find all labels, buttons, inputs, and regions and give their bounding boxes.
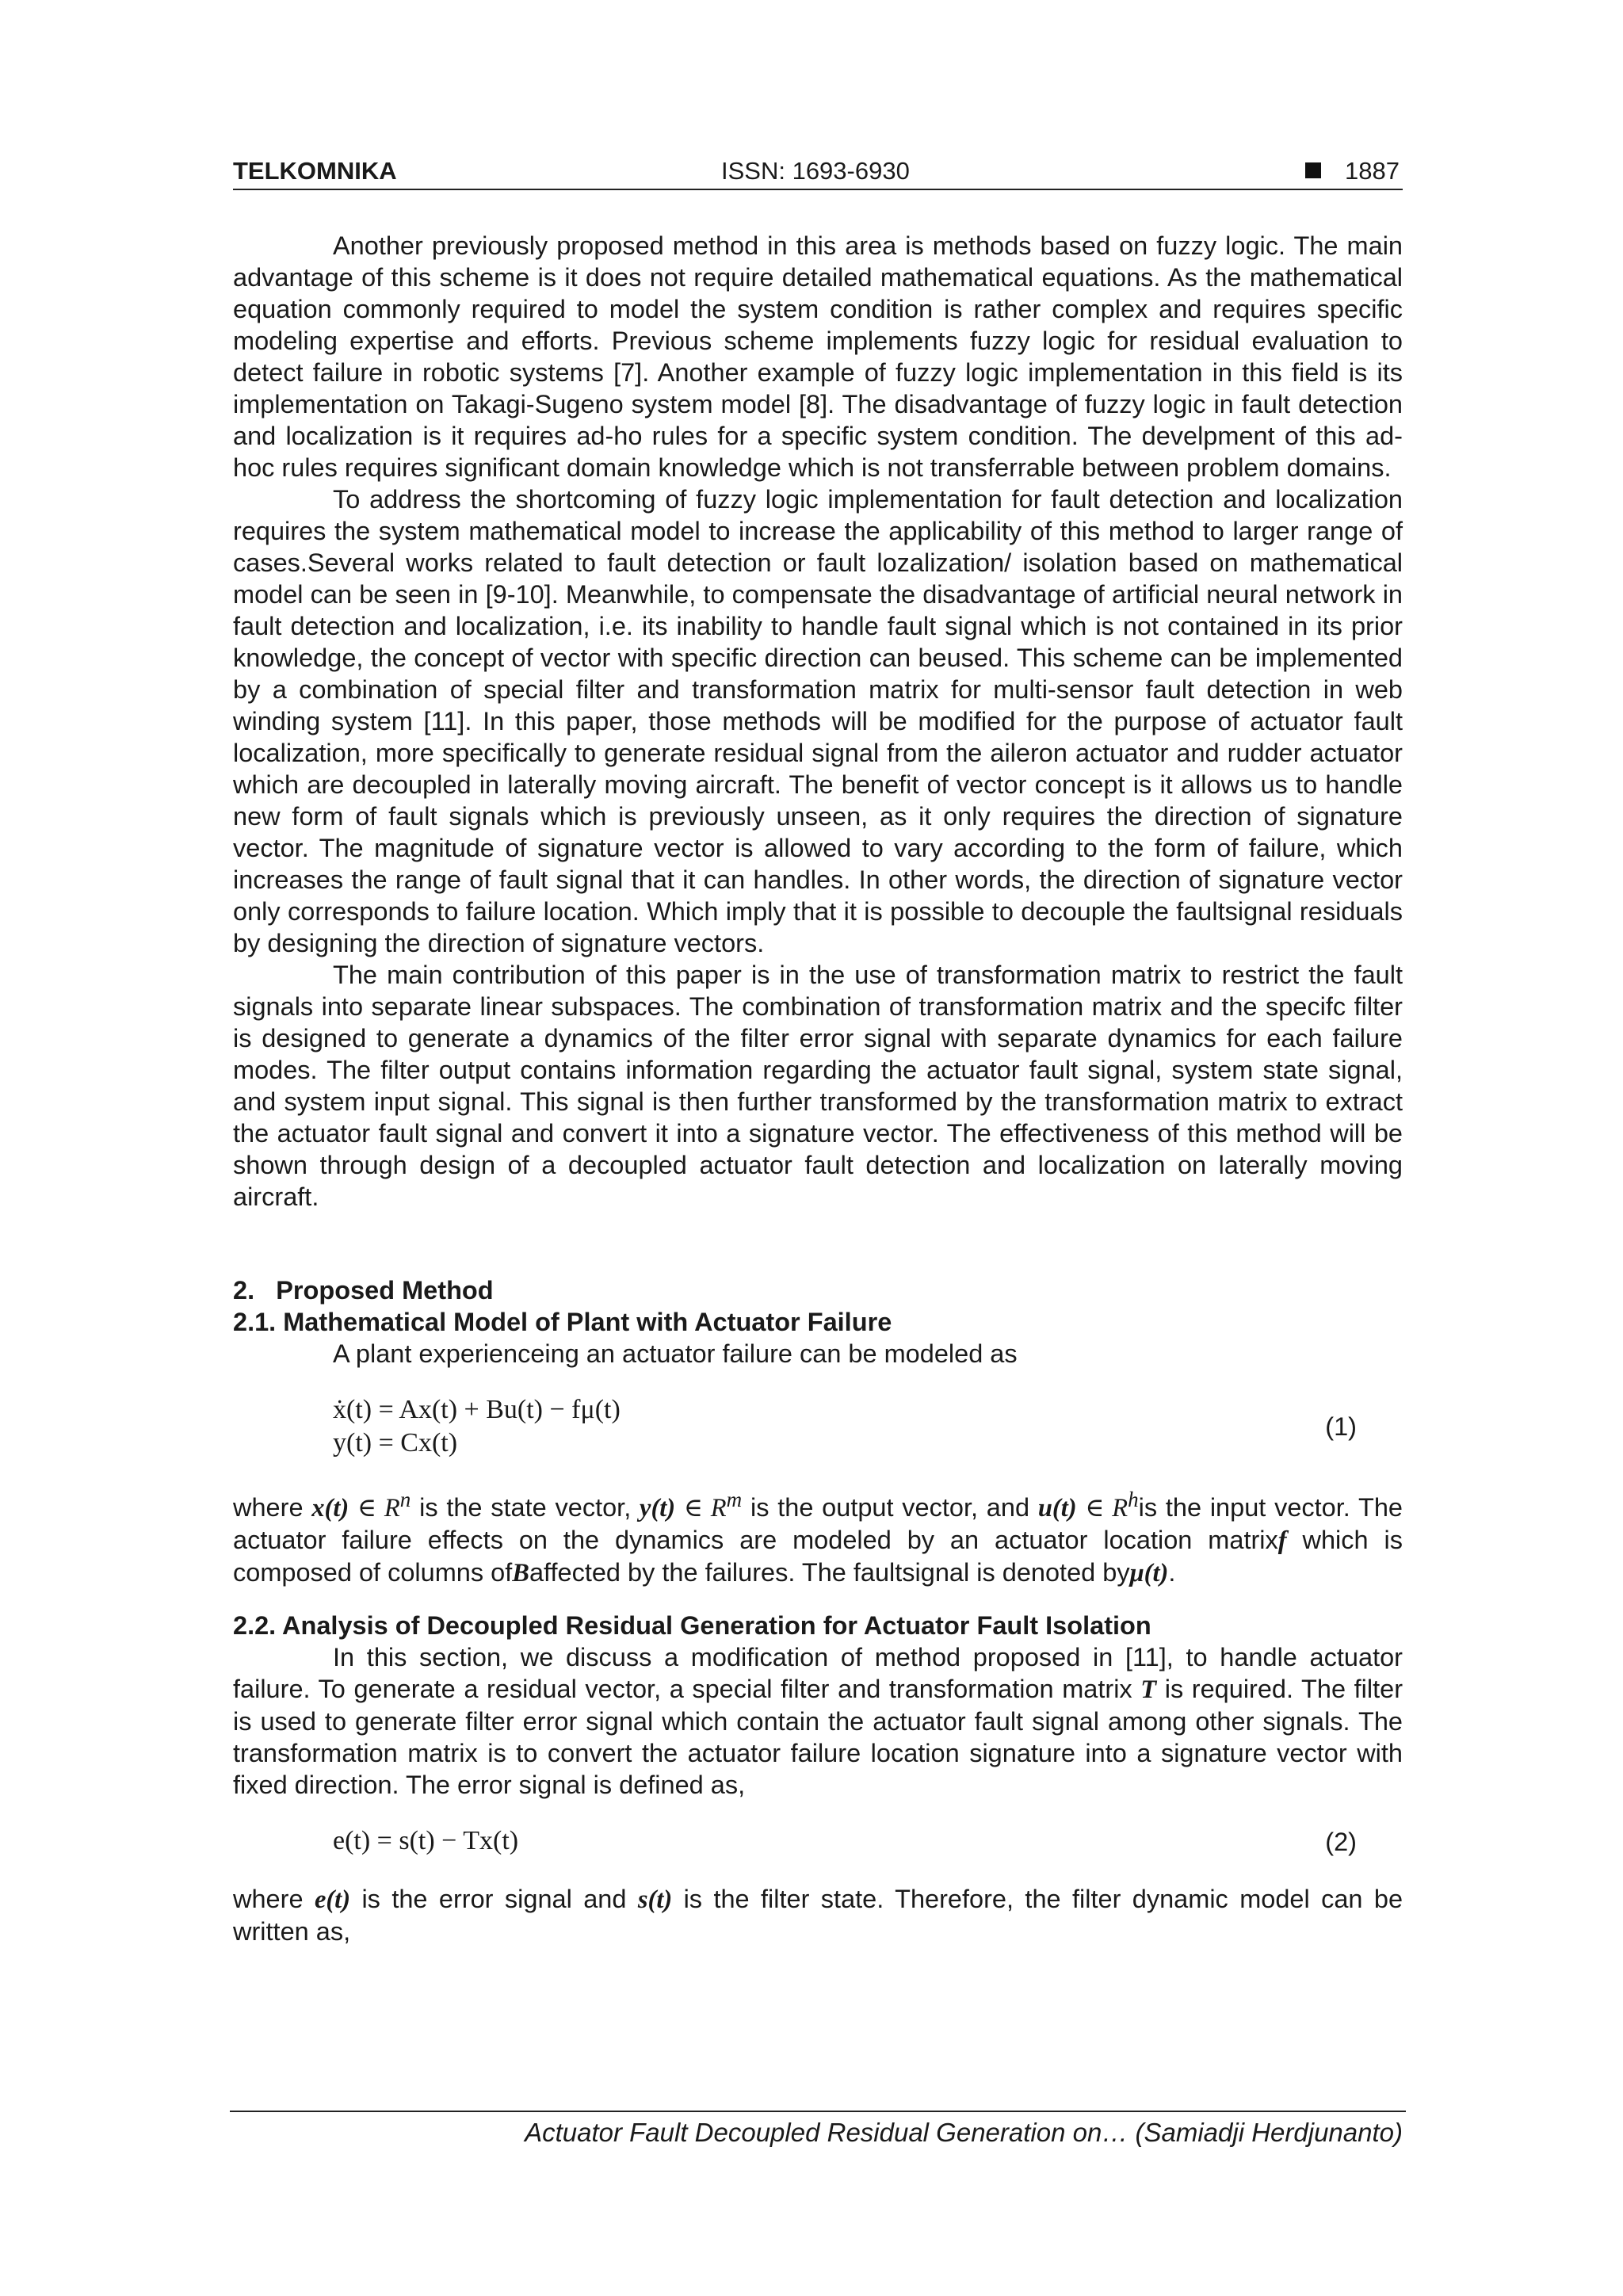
paragraph-shortcoming: To address the shortcoming of fuzzy logic implementation for fault detection and localization requires the system mathematical model to increase the applicability of this method to larger range of cases.Several works related to fault detection or fault lozalization/ isolation based on mathematical model can be seen in [9-10]. Meanwhile, to compensate the disadvantage of artificial neural network in fault detection and localization, i.e. its inability to handle fault signal which is not contained in its prior knowledge, the concept of vector with specific direction can beused. This scheme can be implemented by a combination of special filter and transformation matrix for multi-sensor fault detection in web winding system [11]. In this paper, those methods will be modified for the purpose of actuator fault localization, more specifically to generate residual signal from the aileron actuator and rudder actuator which are decoupled in laterally moving aircraft. The benefit of vector concept is it allows us to handle new form of fault signals which is previously unseen, as it only requires the direction of signature vector. The magnitude of signature vector is allowed to vary according to the form of failure, which increases the range of fault signal that it can handles. In other words, the direction of signature vector only corresponds to failure location. Which imply that it is possible to decouple the faultsignal residuals by designing the direction of signature vectors.: [233, 485, 1403, 957]
paragraph-contribution: The main contribution of this paper is in the use of transformation matrix to restrict the fault signals into separate linear subspaces. The combination of transformation matrix and the specifc filter is designed to generate a dynamics of the filter error signal with separate dynamics for each failure modes. The filter output contains information regarding the actuator fault signal, system state signal, and system input signal. This signal is then further transformed by the transformation matrix to extract the actuator fault signal and convert it into a signature vector. The effectiveness of this method will be shown through design of a decoupled actuator fault detection and localization on laterally moving aircraft.: [233, 961, 1403, 1211]
issn: ISSN: 1693-6930: [721, 157, 910, 185]
section-heading-2: 2. Proposed Method: [233, 1276, 494, 1305]
body-text: [233, 230, 1403, 1947]
equation-2-number: (2): [1325, 1827, 1357, 1856]
equation-1: [333, 1393, 1403, 1458]
paragraph-fuzzy-logic: Another previously proposed method in this area is methods based on fuzzy logic. The main advantage of this scheme is it does not require detailed mathematical equations. As the mathematical equation commonly required to model the system condition is rather complex and requires specific modeling expertise and efforts. Previous scheme implements fuzzy logic for residual evaluation to detect failure in robotic systems [7]. Another example of fuzzy logic implementation in this field is its implementation on Takagi-Sugeno system model [8]. The disadvantage of fuzzy logic in fault detection and localization is it requires ad-ho rules for a specific system condition. The develpment of this ad-hoc rules requires significant domain knowledge which is not transferrable between problem domains.: [233, 231, 1403, 482]
paragraph-where-2: where e(t) is the error signal and s(t) is the filter state. Therefore, the filter dynamic model can be written as,: [233, 1884, 1403, 1946]
square-bullet-icon: [1305, 162, 1321, 178]
paragraph-residual-generation: In this section, we discuss a modification of method proposed in [11], to handle actuator failure. To generate a residual vector, a special filter and transformation matrix T is required. The filter is used to generate filter error signal which contain the actuator fault signal among other signals. The transformation matrix is to convert the actuator failure location signature into a signature vector with fixed direction. The error signal is defined as,: [233, 1642, 1403, 1799]
section-heading-2-2: 2.2. Analysis of Decoupled Residual Generation for Actuator Fault Isolation: [233, 1610, 1151, 1640]
equation-2-line: e(t) = s(t) − Tx(t): [333, 1825, 519, 1855]
journal-name: TELKOMNIKA: [233, 157, 397, 185]
page-number: 1887: [1345, 157, 1400, 185]
page-footer: [230, 2111, 1406, 2147]
equation-1-line-1: ẋ(t) = Ax(t) + Bu(t) − fμ(t): [333, 1395, 621, 1424]
equation-2: [333, 1824, 1403, 1859]
paragraph-where-1: where x(t) ∈ $R^n$ is the state vector, y(t) ∈ $R^m$ is the output vector, and u(t) ∈ $R^his$ the input vector. The actuator failure effects on the dynamics are modeled by an actuator location matrixf which is composed of columns ofBaffected by the failures. The faultsignal is denoted byμ(t).: [233, 1488, 1403, 1587]
page-header: [233, 155, 1403, 190]
section-heading-2-1: 2.1. Mathematical Model of Plant with Actuator Failure: [233, 1308, 892, 1336]
page-number-block: [1305, 155, 1400, 187]
equation-1-number: (1): [1325, 1412, 1357, 1441]
equation-1-line-2: y(t) = Cx(t): [333, 1428, 458, 1457]
paragraph-plant-model: A plant experienceing an actuator failure can be modeled as: [333, 1339, 1018, 1368]
running-title: Actuator Fault Decoupled Residual Generation on… (Samiadji Herdjunanto): [525, 2118, 1403, 2147]
